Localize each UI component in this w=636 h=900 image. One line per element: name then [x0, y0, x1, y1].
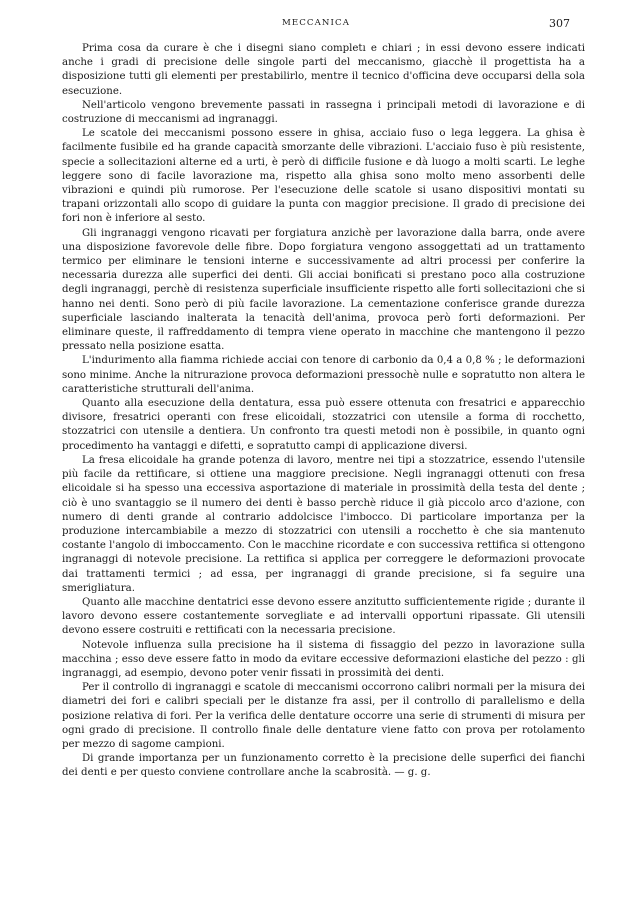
page-number: 307: [549, 17, 570, 30]
paragraph-flame-hardening: L'indurimento alla fiamma richiede acciai con tenore di carbonio da 0,4 a 0,8 % ; le deformazioni sono minime. Anche la nitrurazione provoca deformazioni pressochè nulle e sopratutto non altera le caratteristiche strutturali dell'anima.: [62, 355, 585, 395]
paragraph-article-overview: Nell'articolo vengono brevemente passati in rassegna i principali metodi di lavorazione e di costruzione di meccanismi ad ingranaggi.: [62, 99, 585, 126]
paragraph-surface-roughness: Di grande importanza per un funzionamento corretto è la precisione delle superfici dei fianchi dei denti e per questo conviene controllare anche la scabrosità. — g. g.: [62, 753, 585, 779]
paragraph-hob-vs-shaper: La fresa elicoidale ha grande potenza di lavoro, mentre nei tipi a stozzatrice, essendo l'utensile più facile da rettificare, si ottiene una maggiore precisione. Negli ingranaggi ottenuti con fresa elicoidale si ha spesso una eccessiva asportazione di materiale in prossimità della testa del dente ; ciò è uno svantaggio se il numero dei denti è basso perchè riduce il già piccolo arco d'azione, con numero di denti grande al contrario addolcisce l'imbocco. Di particolare importanza per la produzione intercambiabile a mezzo di stozzatrici con utensili a rocchetto è che sia mantenuto costante l'angolo di imboccamento. Con le macchine ricordate e con successiva rettifica si ottengono ingranaggi di notevole precisione. La rettifica si applica per correggere le deformazioni provocate dai trattamenti termici ; ad essa, per ingranaggi di grande precisione, si fa seguire una smerigliatura.: [62, 454, 585, 594]
paragraph-gear-forging: Gli ingranaggi vengono ricavati per forgiatura anzichè per lavorazione dalla barra, onde avere una disposizione favorevole delle fibre. Dopo forgiatura vengono assoggettati ad un trattamento termico per eliminare le tensioni interne e successivamente ad altri processi per conferire la necessaria durezza alle superfici dei denti. Gli acciai bonificati si prestano poco alla costruzione degli ingranaggi, perchè di resistenza superficiale insufficiente rispetto alle forti sollecitazioni che si hanno nei denti. Sono però di più facile lavorazione. La cementazione conferisce grande durezza superficiale lasciando inalterata la tenacità dell'anima, provoca però forti deformazioni. Per eliminare queste, il raffreddamento di tempra viene operato in macchine che mantengono il pezzo pressato nella posizione esatta.: [62, 227, 585, 353]
paragraph-tooth-cutting-methods: Quanto alla esecuzione della dentatura, essa può essere ottenuta con fresatrici e apparecchio divisore, fresatrici operanti con frese elicoidali, stozzatrici con utensile a forma di rocchetto, stozzatrici con utensile a dentiera. Un confronto tra questi metodi non è possibile, in quanto ogni procedimento ha vantaggi e difetti, e sopratutto campi di applicazione diversi.: [62, 398, 585, 452]
article-body: [62, 42, 585, 781]
running-head: [62, 18, 570, 32]
section-title: MECCANICA: [281, 18, 351, 28]
paragraph-gear-machines: Quanto alle macchine dentatrici esse devono essere anzitutto sufficientemente rigide ; durante il lavoro devono essere costantemente sorvegliate e ad intervalli opportuni ripassate. Gli utensili devono essere costruiti e rettificati con la necessaria precisione.: [62, 596, 585, 637]
paragraph-workpiece-clamping: Notevole influenza sulla precisione ha il sistema di fissaggio del pezzo in lavorazione sulla macchina ; esso deve essere fatto in modo da evitare eccessive deformazioni elastiche del pezzo : gli ingranaggi, ad esempio, devono poter venir fissati in prossimità dei denti.: [62, 639, 585, 679]
paragraph-gear-housings: Le scatole dei meccanismi possono essere in ghisa, acciaio fuso o lega leggera. La ghisa è facilmente fusibile ed ha grande capacità smorzante delle vibrazioni. L'acciaio fuso è più resistente, specie a sollecitazioni alterne ed a urti, è però di difficile fusione e dà luogo a molti scarti. Le leghe leggere sono di facile lavorazione ma, rispetto alla ghisa sono molto meno assorbenti delle vibrazioni e quindi più rumorose. Per l'esecuzione delle scatole si usano dispositivi montati su trapani orizzontali allo scopo di guidare la punta con maggior precisione. Il grado di precisione dei fori non è inferiore al sesto.: [62, 128, 585, 225]
paragraph-inspection: Per il controllo di ingranaggi e scatole di meccanismi occorrono calibri normali per la misura dei diametri dei fori e calibri speciali per le distanze fra assi, per il controllo di parallelismo e della posizione relativa di fori. Per la verifica delle dentature occorre una serie di strumenti di misura per ogni grado di precisione. Il controllo finale delle dentature viene fatto con prova per rotolamento per mezzo di sagome campioni.: [62, 682, 585, 750]
paragraph-drawing-precision: Prima cosa da curare è che i disegni siano completı e chiari ; in essi devono essere indicati anche i gradi di precisione delle singole parti del meccanismo, giacchè il progettista ha a disposizione tutti gli elementi per prestabilirlo, mentre il tecnico d'officina deve occuparsi della sola esecuzione.: [62, 43, 585, 97]
